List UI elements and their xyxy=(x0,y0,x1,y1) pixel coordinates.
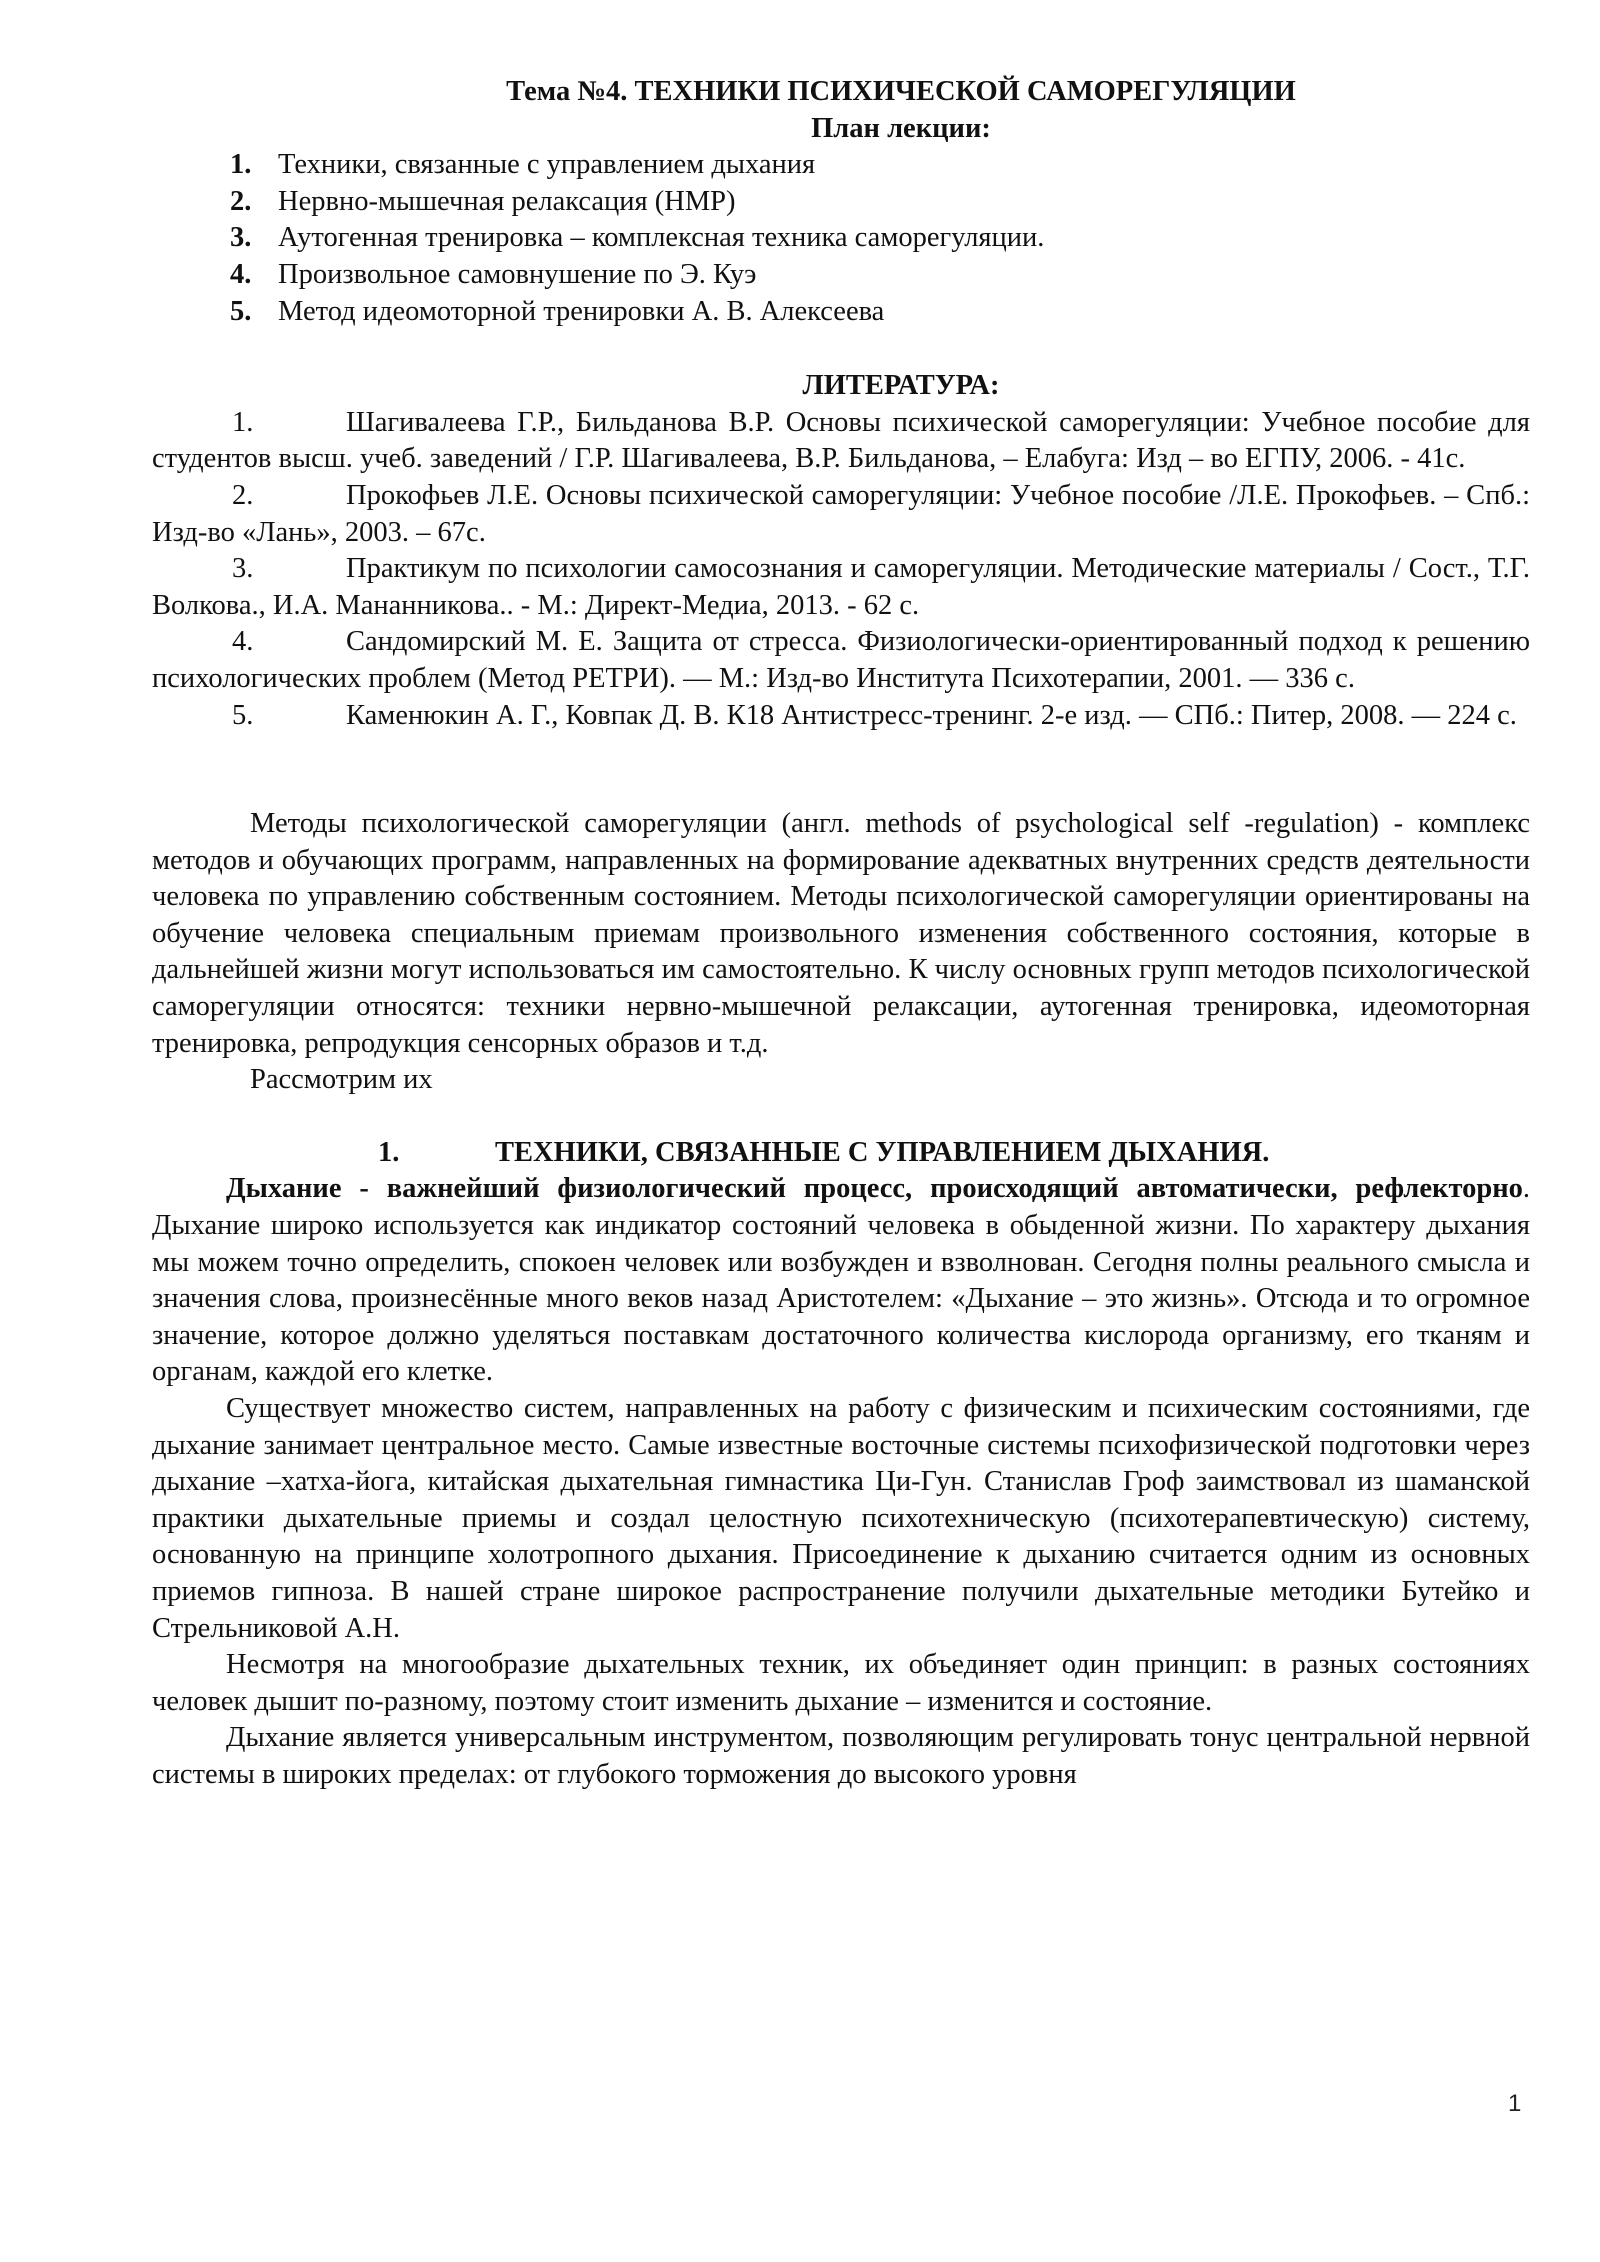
plan-item xyxy=(152,257,1530,294)
literature-list xyxy=(152,405,1530,734)
section-title: ТЕХНИКИ, СВЯЗАННЫЕ С УПРАВЛЕНИЕМ ДЫХАНИЯ. xyxy=(495,1136,1270,1168)
plan-item-number: 1. xyxy=(230,149,252,181)
literature-item-text: Сандомирский М. Е. Защита от стресса. Физиологически-ориентированный подход к решению психологических проблем (Метод РЕТРИ). — М.: Изд-во Института Психотерапии, 2001. — 336 с. xyxy=(152,626,1530,694)
plan-item xyxy=(152,184,1530,221)
plan-item-text: Нервно-мышечная релаксация (НМР) xyxy=(278,185,736,217)
plan-title: План лекции: xyxy=(811,112,991,144)
page-number: 1 xyxy=(1508,2090,1522,2117)
breathing-paragraph-3: Несмотря на многообразие дыхательных техник, их объединяет один принцип: в разных состояниях человек дышит по-разному, поэтому стоит изменить дыхание – изменится и состояние. xyxy=(152,1649,1530,1717)
plan-item xyxy=(152,147,1530,184)
literature-item-number: 1. xyxy=(232,406,254,438)
literature-item-text: Прокофьев Л.Е. Основы психической саморегуляции: Учебное пособие /Л.Е. Прокофьев. – Спб.: Изд-во «Лань», 2003. – 67с. xyxy=(152,479,1530,548)
literature-item-text: Каменюкин А. Г., Ковпак Д. В. К18 Антистресс-тренинг. 2-е изд. — СПб.: Питер, 2008. — 224 с. xyxy=(346,699,1517,731)
literature-item xyxy=(152,551,1530,624)
plan-item-number: 2. xyxy=(230,185,252,217)
intro-paragraph: Методы психологической саморегуляции (англ. methods of psychological self -regulation) - комплекс методов и обучающих программ, направленных на формирование адекватных внутренних средств деятельности человека по управлению собственным состоянием. Методы психологической саморегуляции ориентированы на обучение человека специальным приемам произвольного изменения собственного состояния, которые в дальнейшей жизни могут использоваться им самостоятельно. К числу основных групп методов психологической саморегуляции относятся: техники нервно-мышечной релаксации, аутогенная тренировка, идеомоторная тренировка, репродукция сенсорных образов и т.д. xyxy=(152,808,1530,1059)
section-number: 1. xyxy=(378,1136,400,1168)
plan-item-number: 4. xyxy=(230,258,252,290)
topic-title: Тема №4. ТЕХНИКИ ПСИХИЧЕСКОЙ САМОРЕГУЛЯЦИИ xyxy=(506,76,1296,107)
consider-line: Рассмотрим их xyxy=(250,1064,433,1096)
literature-item xyxy=(152,624,1530,697)
breathing-paragraph-2: Существует множество систем, направленных на работу с физическим и психическим состояниями, где дыхание занимает центральное место. Самые известные восточные системы психофизической подготовки через дыхание –хатха-йога, китайская дыхательная гимнастика Ци-Гун. Станислав Гроф заимствовал из шаманской практики дыхательные приемы и создал целостную психотехническую (психотерапевтическую) систему, основанную на принципе холотропного дыхания. Присоединение к дыханию считается одним из основных приемов гипноза. В нашей стране широкое распространение получили дыхательные методики Бутейко и Стрельниковой А.Н. xyxy=(152,1393,1530,1644)
literature-item-number: 2. xyxy=(232,479,254,511)
document-page xyxy=(152,74,1530,1794)
plan-item-number: 3. xyxy=(230,222,252,254)
plan-item-text: Техники, связанные с управлением дыхания xyxy=(278,149,816,181)
plan-item-text: Метод идеомоторной тренировки А. В. Алексеева xyxy=(278,295,885,327)
breathing-paragraph-4: Дыхание является универсальным инструментом, позволяющим регулировать тонус центральной нервной системы в широких пределах: от глубокого торможения до высокого уровня xyxy=(152,1722,1530,1790)
literature-item xyxy=(152,405,1530,478)
literature-item-text: Практикум по психологии самосознания и саморегуляции. Методические материалы / Сост., Т.Г. Волкова., И.А. Мананникова.. - М.: Директ-Медиа, 2013. - 62 с. xyxy=(152,553,1530,621)
literature-item-text: Шагивалеева Г.Р., Бильданова В.Р. Основы психической саморегуляции: Учебное пособие для студентов высш. учеб. заведений / Г.Р. Шагивалеева, В.Р. Бильданова, – Елабуга: Изд – во ЕГПУ, 2006. - 41с. xyxy=(152,406,1530,475)
plan-item-text: Произвольное самовнушение по Э. Куэ xyxy=(278,258,757,290)
lecture-plan-list xyxy=(152,147,1530,330)
breathing-definition: Дыхание - важнейший физиологический процесс, происходящий автоматически, рефлекторно xyxy=(226,1173,1523,1205)
literature-item-number: 3. xyxy=(232,553,254,585)
plan-item-number: 5. xyxy=(230,295,252,327)
literature-item xyxy=(152,478,1530,551)
section-heading xyxy=(152,1135,1530,1172)
literature-item xyxy=(152,698,1530,735)
plan-item-text: Аутогенная тренировка – комплексная техника саморегуляции. xyxy=(278,222,1045,254)
breathing-paragraph-1-text: . Дыхание широко используется как индикатор состояний человека в обыденной жизни. По характеру дыхания мы можем точно определить, спокоен человек или возбужден и взволнован. Сегодня полны реального смысла и значения слова, произнесённые много веков назад Аристотелем: «Дыхание – это жизнь». Отсюда и то огромное значение, которое должно уделяться поставкам достаточного количества кислорода организму, его тканям и органам, каждой его клетке. xyxy=(152,1173,1530,1388)
literature-item-number: 4. xyxy=(232,626,254,658)
literature-title: ЛИТЕРАТУРА: xyxy=(802,370,1000,402)
breathing-paragraph-1 xyxy=(152,1171,1530,1391)
plan-item xyxy=(152,220,1530,257)
literature-item-number: 5. xyxy=(232,699,254,731)
plan-item xyxy=(152,294,1530,331)
